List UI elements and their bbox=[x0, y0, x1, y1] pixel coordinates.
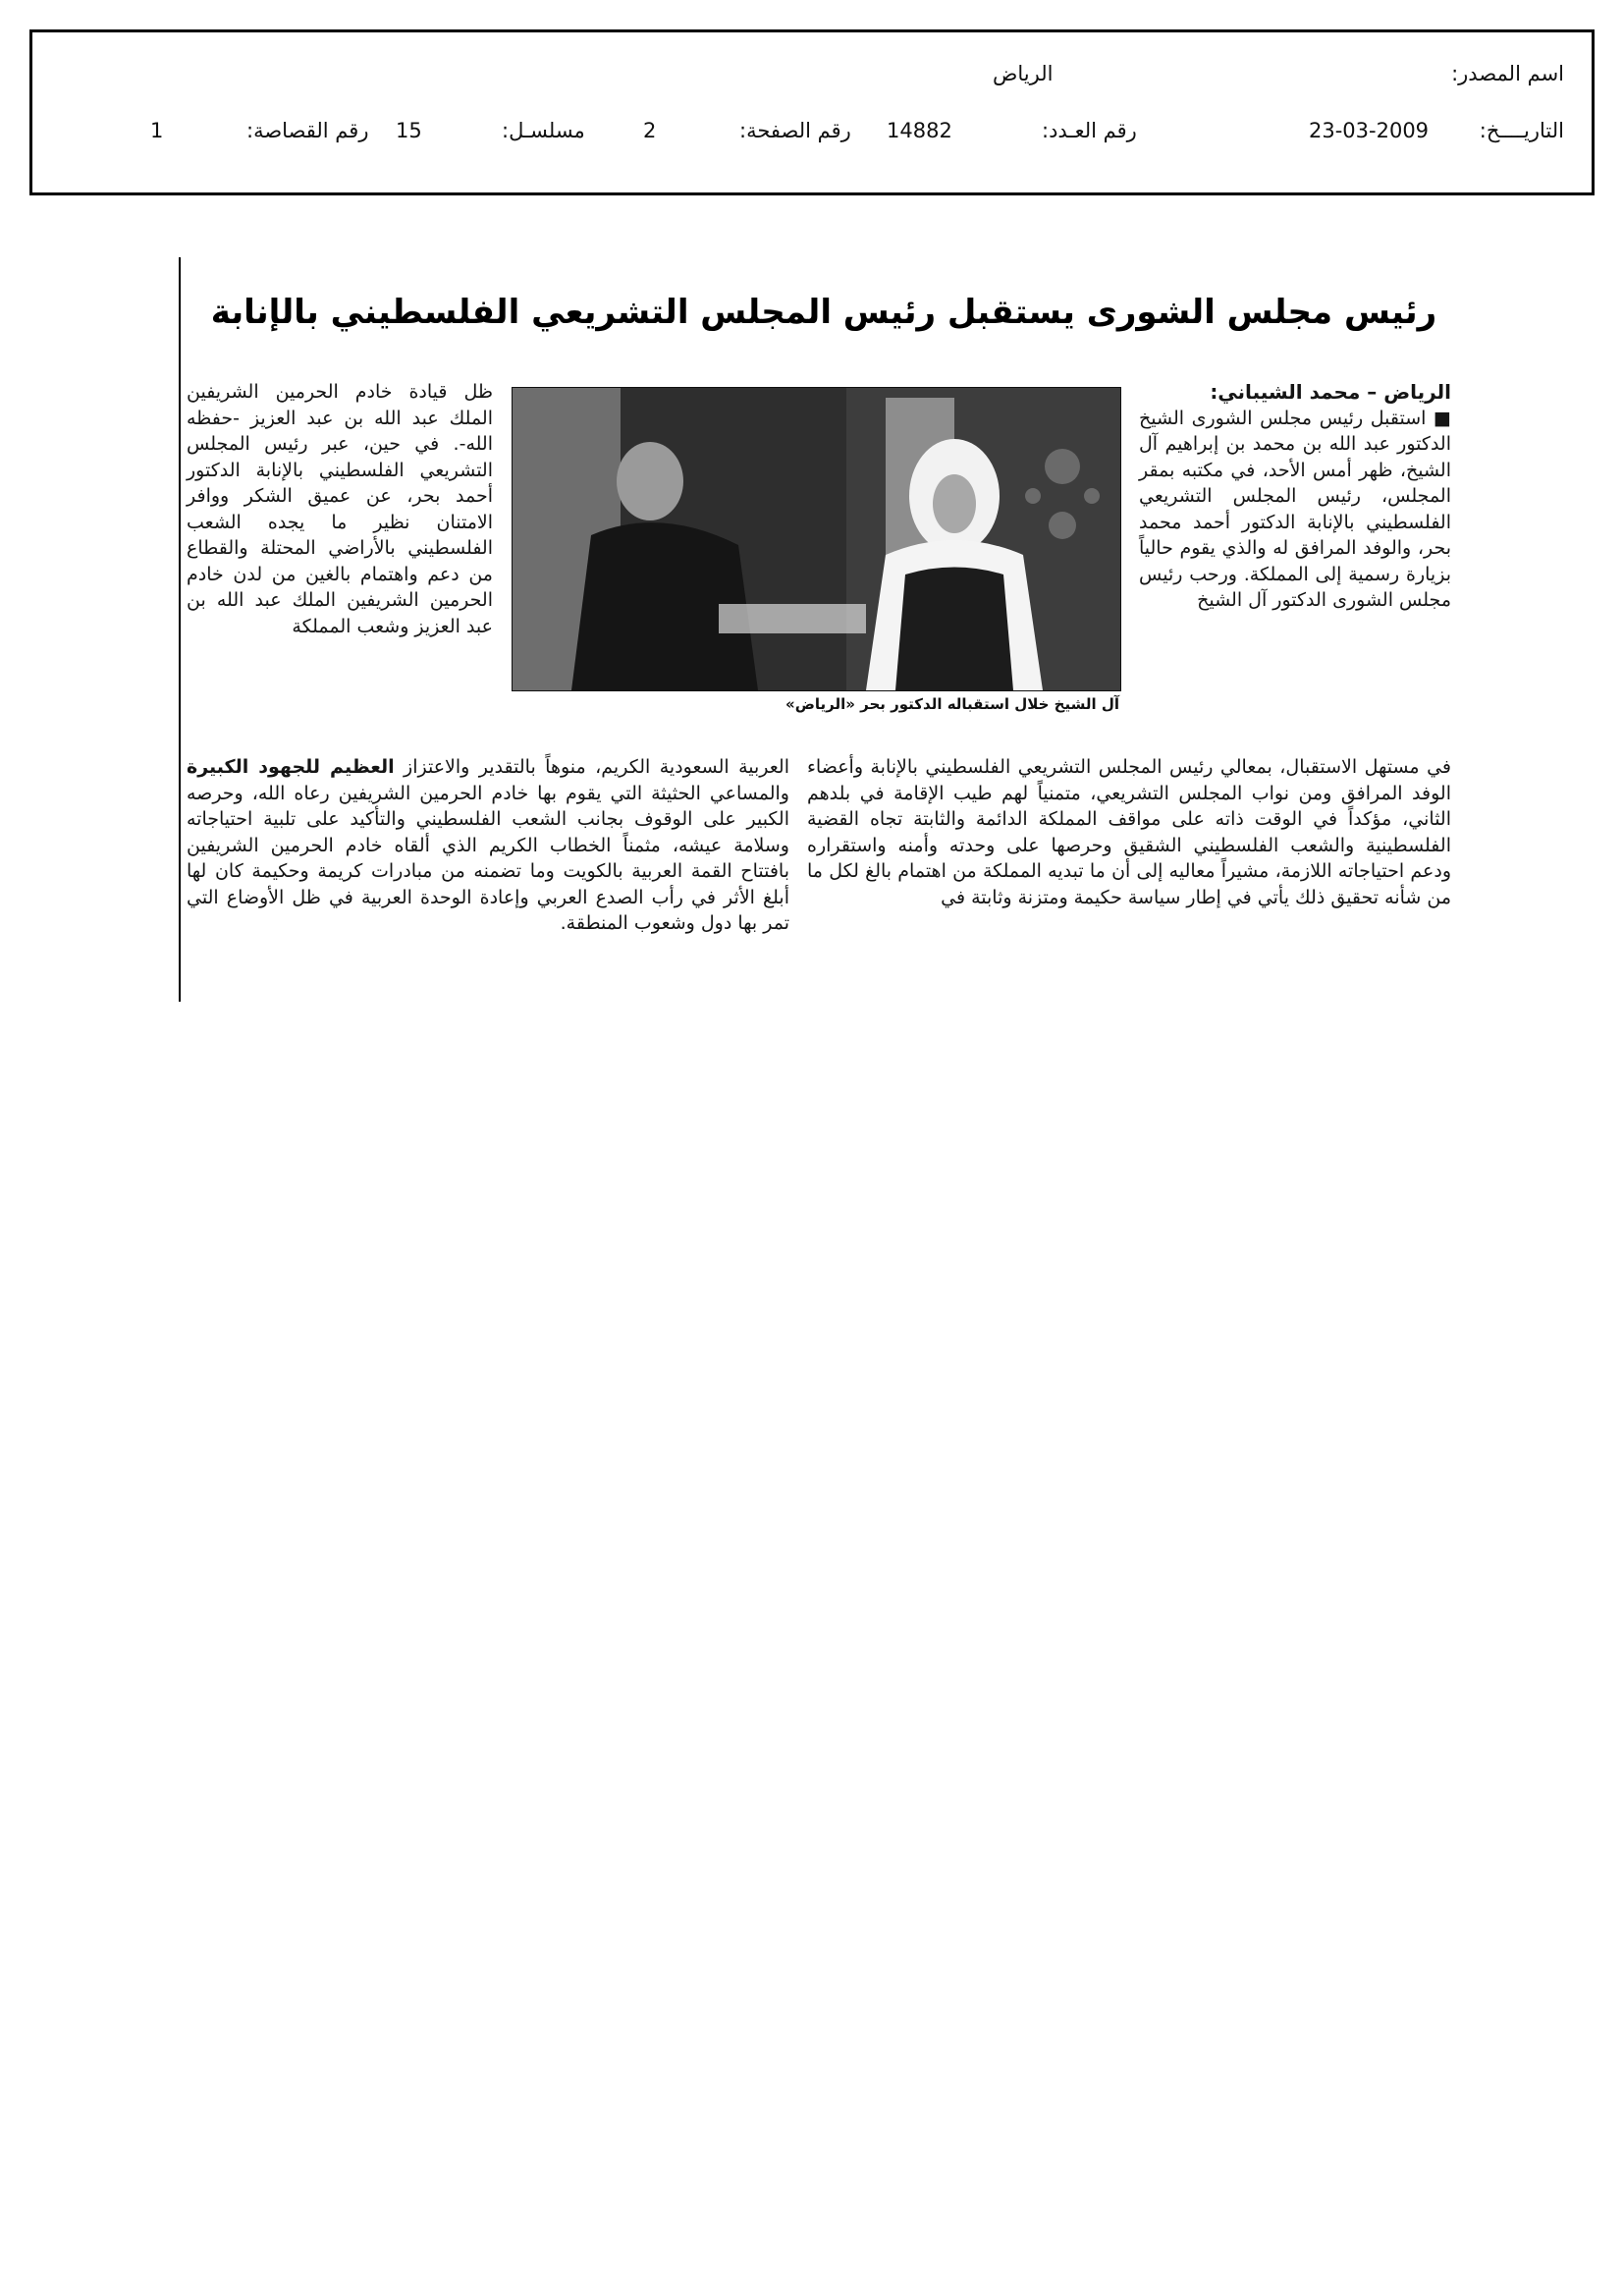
clipping-header bbox=[29, 29, 1595, 195]
column-rule bbox=[179, 257, 181, 1002]
page-label: رقم الصفحة: bbox=[739, 119, 851, 142]
article-headline: رئيس مجلس الشورى يستقبل رئيس المجلس التشريعي الفلسطيني بالإنابة bbox=[210, 293, 1437, 332]
source-value: الرياض bbox=[993, 62, 1054, 85]
article-column-bottom-left bbox=[187, 754, 789, 1006]
article-column-left bbox=[187, 379, 493, 746]
issue-value: 14882 bbox=[887, 119, 952, 142]
serial-label: مسلسـل: bbox=[502, 119, 585, 142]
clip-value: 1 bbox=[150, 119, 164, 142]
article-photo bbox=[512, 387, 1121, 691]
serial-value: 15 bbox=[396, 119, 422, 142]
article-column-right bbox=[1139, 379, 1451, 746]
issue-label: رقم العـدد: bbox=[1042, 119, 1137, 142]
article-text-bottom-left-start: العربية السعودية الكريم، منوهاً بالتقدير والاعتزاز bbox=[394, 756, 789, 778]
article-column-bottom-right bbox=[807, 754, 1451, 1006]
clip-label: رقم القصاصة: bbox=[246, 119, 369, 142]
photo-caption: آل الشيخ خلال استقباله الدكتور بحر «الرياض» bbox=[785, 695, 1119, 713]
photo-illustration bbox=[513, 388, 1120, 690]
article-text-right: ■ استقبل رئيس مجلس الشورى الشيخ الدكتور عبد الله بن محمد بن إبراهيم آل الشيخ، ظهر أمس الأحد، في مكتبه بمقر المجلس، رئيس المجلس التشريعي الفلسطيني بالإنابة الدكتور أحمد محمد بحر، والوفد المرافق له والذي يقوم حالياً بزيارة رسمية إلى المملكة. ورحب رئيس مجلس الشورى الدكتور آل الشيخ bbox=[1139, 407, 1451, 611]
date-value: 23-03-2009 bbox=[1309, 119, 1430, 142]
source-label: اسم المصدر: bbox=[1451, 62, 1564, 85]
page-value: 2 bbox=[643, 119, 657, 142]
article-text-bottom-left-end: والمساعي الحثيثة التي يقوم بها خادم الحرمين الشريفين رعاه الله، وحرصه الكبير على الوقوف بجانب الشعب الفلسطيني والتأكيد على تلبية احتياجاته وسلامة عيشه، مثمناً الخطاب الكريم الذي ألقاه خادم الحرمين الشريفين بافتتاح القمة العربية بالكويت وما تضمنه من مبادرات كريمة وحكيمة كان لها أبلغ الأثر في رأب الصدع العربي وإعادة الوحدة العربية في ظل الأوضاع التي تمر بها دول وشعوب المنطقة. bbox=[187, 782, 789, 934]
article-text-left: ظل قيادة خادم الحرمين الشريفين الملك عبد الله بن عبد العزيز -حفظه الله-. في حين، عبر رئيس المجلس التشريعي الفلسطيني بالإنابة الدكتور أحمد بحر، عن عميق الشكر ووافر الامتنان نظير ما يجده الشعب الفلسطيني بالأراضي المحتلة والقطاع من دعم واهتمام بالغين من لدن خادم الحرمين الشريفين الملك عبد الله بن عبد العزيز وشعب المملكة bbox=[187, 381, 493, 637]
article-text-bottom-left-bold: العظيم للجهود الكبيرة bbox=[187, 756, 395, 778]
article-byline: الرياض – محمد الشيباني: bbox=[1210, 380, 1451, 404]
article-text-bottom-right: في مستهل الاستقبال، بمعالي رئيس المجلس التشريعي الفلسطيني بالإنابة وأعضاء الوفد المرافق ومن نواب المجلس التشريعي، متمنياً لهم طيب الإقامة في بلدهم الثاني، مؤكداً في الوقت ذاته على مواقف المملكة الدائمة والثابتة تجاه القضية الفلسطينية والشعب الفلسطيني الشقيق وحرصها على وحدته وأمنه واستقراره ودعم احتياجاته اللازمة، مشيراً معاليه إلى أن ما تبديه المملكة من اهتمام بالغ لكل ما من شأنه تحقيق ذلك يأتي في إطار سياسة حكيمة ومتزنة وثابتة في bbox=[807, 756, 1451, 908]
date-label: التاريــــخ: bbox=[1479, 119, 1564, 142]
